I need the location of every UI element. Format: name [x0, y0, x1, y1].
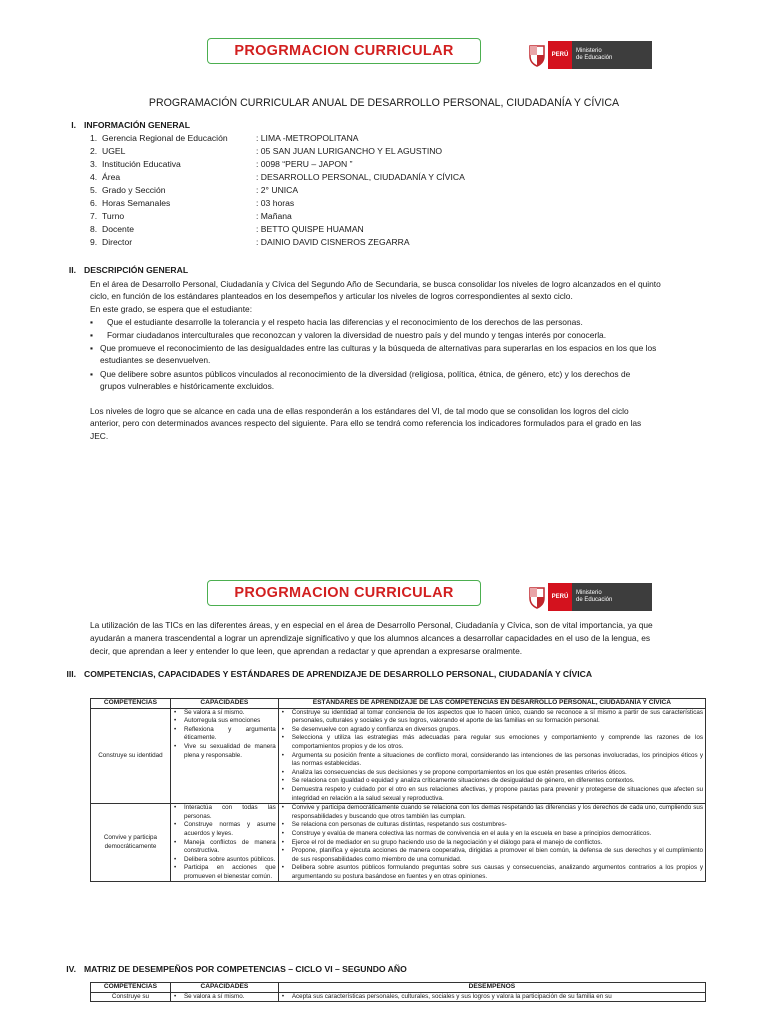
section-1-heading: I. INFORMACIÓN GENERAL: [71, 120, 190, 130]
info-row: 7. Turno : Mañana: [90, 211, 292, 221]
list-item: ▪ Que el estudiante desarrolle la tolerancia y el respeto hacia las diferencias y el reconocimiento de los derechos de las personas.: [90, 317, 583, 327]
info-row: 5. Grado y Sección : 2° UNICA: [90, 185, 299, 195]
program-banner: PROGRMACION CURRICULAR: [207, 38, 481, 64]
tics-paragraph: La utilización de las TICs en las diferentes áreas, y en especial en el área de Desarrollo Personal, Ciudadanía y Cívica, son de vital importancia, ya que ayudarán a manera trascendental a lograr un aprendizaje significativo y que los alumnos alcances a desarrollar capacidades en el uso de la lengua, es decir, que aprendan a leer y entender lo que leen, que aprendan a redactar y que aprendan a expresarse oralmente.: [90, 620, 653, 656]
document-title: PROGRAMACIÓN CURRICULAR ANUAL DE DESARROLLO PERSONAL, CIUDADANÍA Y CÍVICA: [148, 97, 620, 109]
info-row: 6. Horas Semanales : 03 horas: [90, 198, 295, 208]
coat-of-arms-icon: [528, 583, 548, 611]
table-header-row: COMPETENCIAS CAPACIDADES ESTÁNDARES DE APRENDIZAJE DE LAS COMPETENCIAS EN DESARROLLO PERSONAL, CIUDADANÍA Y CÍVICA: [91, 699, 706, 709]
table-header-row: COMPETENCIAS CAPACIDADES DESEMPEÑOS: [91, 983, 706, 993]
ministry-logo: PERÚ Ministerio de Educación: [528, 41, 652, 69]
info-row: 1. Gerencia Regional de Educación : LIMA -METROPOLITANA: [90, 133, 359, 143]
table-row: Convive y participa democráticamente • Interactúa con todas las personas. • Construye normas y asume acuerdos y leyes. • Maneja conflictos de manera constructiva. • Delibera sobre asuntos públicos. • Participa en acciones que promueven el bienestar común. • Convive y participa democráticamente cuando se relaciona con los demas respetando las diferencias y los derechos de cada uno, cumpliendo sus responsabilidades y buscando que otros también las cumplan. • Se relaciona con personas de culturas distintas, respetando sus costumbres- • Construye y evalúa de manera colectiva las normas de convivencia en el aula y en la escuela en base a principios democráticos. • Ejerce el rol de mediador en su grupo haciendo uso de la negociación y el diálogo para el manejo de conflictos. • Propone, planifica y ejecuta acciones de manera cooperativa, dirigidas a promover el bien común, la defensa de sus derechos y el cumplimiento de sus responsabilidades como miembro de una comunidad. • Delibera sobre asuntos públicos formulando preguntas sobre sus causas y consecuencias, analizando argumentos contrarios a los propios y argumentando su postura basándose en fuentes y en otras opiniones.: [91, 804, 706, 882]
info-row: 9. Director : DAINIO DAVID CISNEROS ZEGARRA: [90, 237, 410, 247]
list-item: ▪ Que promueve el reconocimiento de las desigualdades entre las culturas y la búsqueda de alternativas para superarlas en los espacios en los que los estudiantes se desenvuelven.: [90, 343, 657, 366]
info-row: 8. Docente : BETTO QUISPE HUAMAN: [90, 224, 364, 234]
table-row: Construye su • Se valora a sí mismo. • Acepta sus características personales, culturales, sociales y sus logros y valora la participación de su familia en su: [91, 992, 706, 1002]
program-banner: PROGRMACION CURRICULAR: [207, 580, 481, 606]
ministry-logo: PERÚ Ministerio de Educación: [528, 583, 652, 611]
section-2-heading: II. DESCRIPCIÓN GENERAL: [68, 265, 189, 275]
info-row: 2. UGEL : 05 SAN JUAN LURIGANCHO Y EL AGUSTINO: [90, 146, 443, 156]
description-paragraph: En el área de Desarrollo Personal, Ciudadanía y Cívica del Segundo Año de Secundaria, se busca consolidar los niveles de logro alcanzados en el quinto ciclo, en función de los estándares planteados en los desempeños y articular los niveles de logros correspondientes al sexto ciclo. En este grado, se espera que el estudiante:: [90, 279, 661, 314]
section-3-heading: III. COMPETENCIAS, CAPACIDADES Y ESTÁNDARES DE APRENDIZAJE DE DESARROLLO PERSONAL, CIUDADANÍA Y CÍVICA: [66, 669, 593, 679]
levels-paragraph: Los niveles de logro que se alcance en cada una de ellas responderán a los estándares del VI, de tal modo que se consolidan los logros del ciclo anterior, pero con determinados avances respecto del siguiente. Para ello se tendrá como referencia los indicadores formulados para el grado en las JEC.: [90, 406, 642, 441]
info-row: 3. Institución Educativa : 0098 “PERU – JAPON ”: [90, 159, 353, 169]
section-4-heading: IV. MATRIZ DE DESEMPEÑOS POR COMPETENCIAS – CICLO VI – SEGUNDO AÑO: [66, 964, 407, 974]
competencies-table: [90, 698, 706, 882]
coat-of-arms-icon: [528, 41, 548, 69]
list-item: ▪ Formar ciudadanos interculturales que reconozcan y valoren la diversidad de nuestro país y del mundo y tengas interés por conocerla.: [90, 330, 607, 340]
performance-table: [90, 982, 706, 1002]
info-row: 4. Área : DESARROLLO PERSONAL, CIUDADANÍA Y CÍVICA: [90, 172, 465, 182]
table-row: Construye su identidad • Se valora a sí mismo. • Autorregula sus emociones • Reflexiona y argumenta éticamente. • Vive su sexualidad de manera plena y responsable. • Construye su identidad al tomar conciencia de los aspectos que lo hacen único, cuando se reconoce a sí mismo a partir de sus características personales, culturales y sociales y de sus logros, valorando el aporte de las familias en su formación personal. • Se desenvuelve con agrado y confianza en diversos grupos. • Selecciona y utiliza las estrategias más adecuadas para regular sus emociones y comportamiento y comprende las razones de los comportamientos propios y de los otros. • Argumenta su posición frente a situaciones de conflicto moral, considerando las intenciones de las personas involucradas, los principios éticos y las normas establecidas. • Analiza las consecuencias de sus decisiones y se propone comportamientos en los que estén presentes criterios éticos. • Se relaciona con igualdad o equidad y analiza críticamente situaciones de desigualdad de género, en diferentes contextos. • Demuestra respeto y cuidado por el otro en sus relaciones afectivas, y propone pautas para prevenir y protegerse de situaciones que afecten su integridad en relación a la salud sexual y reproductiva.: [91, 708, 706, 804]
list-item: ▪ Que delibere sobre asuntos públicos vinculados al reconocimiento de la diversidad (religiosa, política, étnica, de género, etc) y los derechos de grupos vulnerables e históricamente excluidos.: [90, 369, 631, 392]
